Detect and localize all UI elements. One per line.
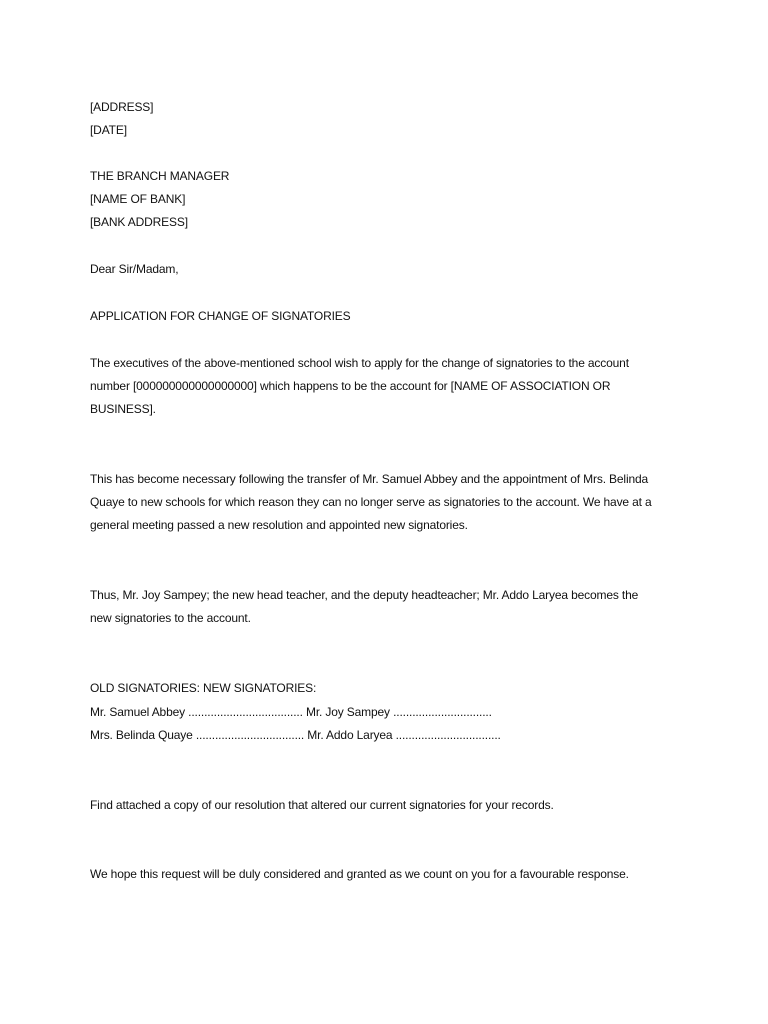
signatory-row: Mr. Samuel Abbey .................................... Mr. Joy Sampey ............................... <box>90 705 492 719</box>
paragraph-1-line: number [000000000000000000] which happens to be the account for [NAME OF ASSOCIATION OR <box>90 379 611 393</box>
address-line: [ADDRESS] <box>90 100 154 114</box>
paragraph-5-line: We hope this request will be duly considered and granted as we count on you for a favourable response. <box>90 867 629 881</box>
paragraph-4-line: Find attached a copy of our resolution that altered our current signatories for your records. <box>90 798 554 812</box>
paragraph-2-line: general meeting passed a new resolution and appointed new signatories. <box>90 518 468 532</box>
recipient-bank-name: [NAME OF BANK] <box>90 192 186 206</box>
salutation: Dear Sir/Madam, <box>90 262 179 276</box>
date-line: [DATE] <box>90 123 127 137</box>
recipient-title: THE BRANCH MANAGER <box>90 169 230 183</box>
paragraph-2-line: This has become necessary following the transfer of Mr. Samuel Abbey and the appointment of Mrs. Belinda <box>90 472 649 486</box>
subject-line: APPLICATION FOR CHANGE OF SIGNATORIES <box>90 309 351 323</box>
signatory-row: Mrs. Belinda Quaye .................................. Mr. Addo Laryea ................................. <box>90 728 501 742</box>
paragraph-2-line: Quaye to new schools for which reason they can no longer serve as signatories to the account. We have at a <box>90 495 652 509</box>
recipient-bank-address: [BANK ADDRESS] <box>90 215 188 229</box>
paragraph-1-line: BUSINESS]. <box>90 402 156 416</box>
signatories-header: OLD SIGNATORIES: NEW SIGNATORIES: <box>90 681 317 695</box>
paragraph-1-line: The executives of the above-mentioned school wish to apply for the change of signatories to the account <box>90 356 629 370</box>
paragraph-3-line: new signatories to the account. <box>90 611 251 625</box>
paragraph-3-line: Thus, Mr. Joy Sampey; the new head teacher, and the deputy headteacher; Mr. Addo Laryea becomes the <box>90 588 639 602</box>
